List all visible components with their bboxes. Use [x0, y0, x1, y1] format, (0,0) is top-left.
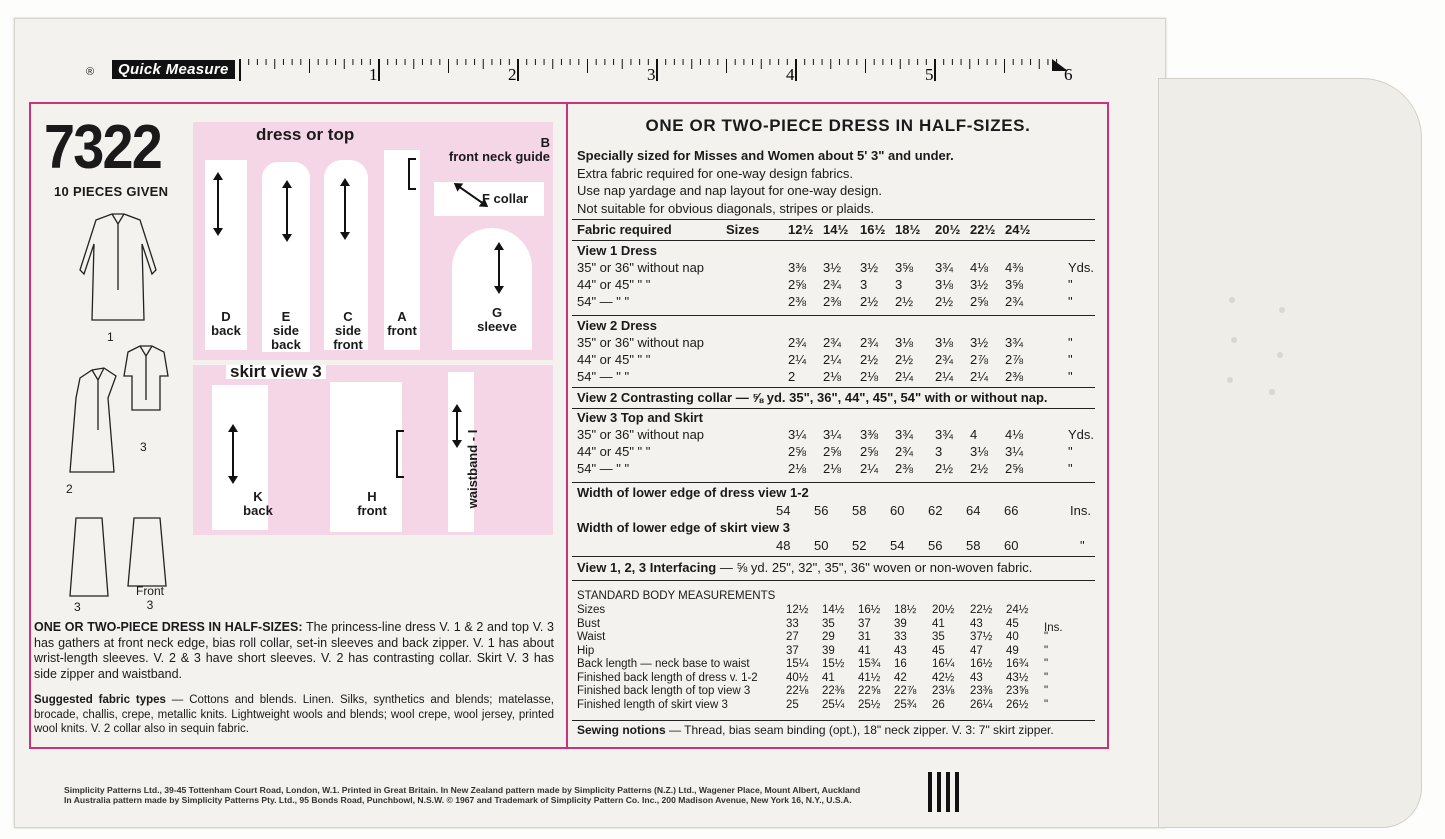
body-measure-value: 25¼	[822, 698, 845, 711]
body-measure-value: 47	[970, 644, 983, 657]
ruler-number-5: 5	[925, 65, 934, 84]
yardage-unit: "	[1068, 444, 1073, 459]
body-measure-value: 43½	[1006, 671, 1029, 684]
body-measure-value: 22½	[970, 604, 993, 616]
body-measure-unit: "	[1044, 644, 1049, 657]
skirt-width-value: 56	[928, 538, 943, 553]
table-rule	[572, 315, 1095, 316]
fold-bracket-a	[408, 158, 416, 190]
yardage-value: 3¼	[788, 427, 807, 442]
yardage-unit: Yds.	[1068, 260, 1095, 275]
piece-f-label: F collar	[482, 191, 529, 206]
body-measure-value: 43	[894, 644, 907, 657]
yardage-value: 2⅜	[823, 294, 842, 309]
yardage-value: 2⅛	[788, 461, 807, 476]
yardage-value: 2¼	[788, 352, 807, 367]
body-measure-value: 16½	[858, 604, 881, 616]
size-header: 22½	[970, 222, 996, 237]
dress-width-title: Width of lower edge of dress view 1-2	[577, 485, 809, 500]
grain-arrow-waistband	[456, 410, 458, 442]
body-measure-unit: "	[1044, 631, 1049, 643]
fold-bracket-h	[396, 430, 404, 478]
body-measure-value: 15¼	[786, 658, 809, 670]
view-3-title: View 3 Top and Skirt	[577, 410, 703, 425]
yardage-value: 3¾	[1005, 335, 1024, 350]
sizes-label: Sizes	[726, 222, 760, 237]
yardage-value: 2⅞	[1005, 352, 1024, 367]
dress-width-value: 58	[852, 503, 867, 518]
yardage-value: 2¾	[860, 335, 879, 350]
yardage-value: 3½	[823, 260, 842, 275]
body-measure-value: 26¼	[970, 698, 993, 711]
body-measure-label: Sizes	[577, 604, 606, 616]
yardage-value: 3¼	[823, 427, 842, 442]
registered-mark: ®	[86, 66, 95, 78]
yardage-value: 4	[970, 427, 978, 442]
fabric-width-label: 44" or 45" " "	[577, 444, 651, 459]
body-measure-label: Finished back length of top view 3	[577, 685, 751, 697]
piece-e-label: E side back	[271, 309, 301, 352]
yardage-value: 2⅝	[788, 277, 807, 292]
yardage-value: 2¾	[823, 335, 842, 350]
ruler-number-1: 1	[369, 65, 378, 84]
body-measure-value: 16¼	[932, 658, 955, 670]
skirt-width-value: 54	[890, 538, 905, 553]
body-measure-value: 25½	[858, 698, 881, 711]
body-measure-value: 23⅝	[1006, 685, 1029, 697]
quick-measure-label: Quick Measure	[112, 60, 235, 79]
skirt-width-value: 52	[852, 538, 867, 553]
body-measure-unit: Ins.	[1044, 621, 1063, 634]
yardage-value: 2⅞	[970, 352, 989, 367]
right-title: ONE OR TWO-PIECE DRESS IN HALF-SIZES.	[645, 116, 1031, 135]
ruler-number-3: 3	[647, 65, 656, 84]
table-rule	[572, 556, 1095, 557]
body-measure-value: 18½	[894, 604, 917, 616]
ruler-number-6: 6	[1064, 65, 1073, 84]
publisher-footer: Simplicity Patterns Ltd., 39-45 Tottenham Court Road, London, W.1. Printed in Great Britain. In New Zealand pattern made by Simplicity Patterns (N.Z.) Ltd., Wagener Place, Mount Albert, Auckland In Australia pattern made by Simplicity Patterns Pty. Ltd., 95 Bonds Road, Punchbowl, N.S.W. © 1967 and Trademark of Simplicity Pattern Co. Inc., 200 Madison Avenue, New York 16, N.Y., U.S.A.	[64, 785, 861, 805]
grain-arrow-e	[286, 186, 288, 236]
yardage-value: 3⅜	[860, 427, 879, 442]
dress-width-value: 54	[776, 503, 791, 518]
yardage-unit: "	[1068, 335, 1073, 350]
yardage-unit: "	[1068, 294, 1073, 309]
description: ONE OR TWO-PIECE DRESS IN HALF-SIZES: The princess-line dress V. 1 & 2 and top V. 3 has gathers at front neck edge, bias roll collar, set-in sleeves and back zipper. V. 1 has about wrist-length sleeves. V. 2 & 3 have short sleeves. V. 2 has contrasting collar. Skirt V. 3 has side zipper and waistband.	[34, 620, 555, 681]
body-measure-value: 35	[822, 617, 835, 630]
yardage-unit: "	[1068, 369, 1073, 384]
body-measure-value: 29	[822, 631, 835, 643]
body-measure-value: 26	[932, 698, 945, 711]
yardage-value: 2⅝	[860, 444, 879, 459]
grain-arrow-d	[217, 178, 219, 230]
column-divider	[566, 102, 568, 747]
yardage-value: 3	[935, 444, 943, 459]
yardage-value: 2⅝	[823, 444, 842, 459]
front-label: Front 3	[135, 584, 164, 612]
yardage-value: 2⅜	[895, 461, 914, 476]
body-measure-value: 16	[894, 658, 907, 670]
view-2-collar: View 2 Contrasting collar — ⅝ yd. 35", 36", 44", 45", 54" with or without nap.	[577, 390, 1048, 405]
pattern-number: 7322	[44, 113, 161, 182]
body-measure-value: 23⅜	[970, 685, 993, 697]
table-rule	[572, 580, 1095, 581]
yardage-value: 2¼	[970, 369, 989, 384]
yardage-value: 2½	[895, 294, 914, 309]
fabric-types: Suggested fabric types — Cottons and blends. Linen. Silks, synthetics and blends; matelasse, brocade, challis, crepe, metallic knits. Lightweight wools and blends; wool crepe, wool jersey, printed wool knits. V. 2 collar also in sequin fabric.	[34, 694, 554, 735]
body-measure-value: 41	[858, 644, 871, 657]
intro-notes: Specially sized for Misses and Women about 5' 3" and under. Extra fabric required for one-way design fabrics. Use nap yardage and nap layout for one-way design. Not suitable for obvious diagonals, stripes or plaids.	[577, 148, 954, 216]
view-1-label: 1	[107, 330, 114, 344]
body-measure-value: 22⅞	[894, 685, 917, 697]
body-measure-value: 42½	[932, 671, 955, 684]
yardage-unit: "	[1068, 352, 1073, 367]
yardage-value: 2½	[935, 461, 954, 476]
grain-arrow-k	[232, 430, 234, 478]
fabric-width-label: 44" or 45" " "	[577, 277, 651, 292]
view-3-skirt-front-sketch	[128, 518, 166, 586]
yardage-unit: "	[1068, 277, 1073, 292]
yardage-value: 4⅛	[970, 260, 989, 275]
yardage-value: 3⅛	[895, 335, 914, 350]
dress-width-value: 66	[1004, 503, 1019, 518]
body-measure-value: 40	[1006, 631, 1019, 643]
yardage-value: 3¾	[935, 260, 954, 275]
body-measure-value: 39	[894, 617, 907, 630]
view-1-title: View 1 Dress	[577, 243, 657, 258]
dress-width-value: 64	[966, 503, 981, 518]
body-measure-value: 15½	[822, 658, 845, 670]
fabric-required-label: Fabric required	[577, 222, 672, 237]
yardage-value: 3⅛	[970, 444, 989, 459]
body-measure-value: 20½	[932, 604, 955, 616]
yardage-value: 2¾	[823, 277, 842, 292]
waistband-label: waistband - I	[465, 429, 480, 509]
piece-d-label: D back	[211, 309, 241, 338]
body-measure-value: 40½	[786, 671, 809, 684]
yardage-value: 2½	[935, 294, 954, 309]
skirt-width-title: Width of lower edge of skirt view 3	[577, 520, 790, 535]
pieces-count: 10 PIECES GIVEN	[54, 184, 169, 199]
yardage-value: 2¾	[895, 444, 914, 459]
view-3-label: 3	[140, 440, 147, 454]
body-measure-value: 31	[858, 631, 871, 643]
yardage-value: 2¾	[935, 352, 954, 367]
body-measure-value: 39	[822, 644, 835, 657]
yardage-value: 3	[895, 277, 903, 292]
yardage-unit: "	[1068, 461, 1073, 476]
yardage-value: 2¼	[860, 461, 879, 476]
body-measure-value: 16½	[970, 658, 993, 670]
fabric-width-label: 54" — " "	[577, 294, 630, 309]
piece-a-label: A front	[387, 309, 417, 338]
body-measure-value: 49	[1006, 644, 1019, 657]
body-measure-label: Finished back length of dress v. 1-2	[577, 671, 758, 684]
body-measure-value: 24½	[1006, 604, 1029, 616]
body-measure-unit: "	[1044, 671, 1049, 684]
body-measure-value: 27	[786, 631, 799, 643]
table-rule	[572, 408, 1095, 409]
yardage-value: 3¼	[1005, 444, 1024, 459]
body-measure-label: Back length — neck base to waist	[577, 658, 750, 670]
body-measure-value: 16¾	[1006, 658, 1029, 670]
size-header: 18½	[895, 222, 921, 237]
yardage-value: 3⅜	[788, 260, 807, 275]
fabric-width-label: 35" or 36" without nap	[577, 427, 705, 442]
yardage-value: 3½	[970, 335, 989, 350]
piece-h-label: H front	[357, 489, 387, 518]
body-measure-value: 37	[858, 617, 871, 630]
body-measure-unit: "	[1044, 685, 1049, 697]
fabric-width-label: 54" — " "	[577, 369, 630, 384]
yardage-value: 2⅝	[1005, 461, 1024, 476]
body-measure-value: 22⅝	[858, 685, 881, 697]
yardage-value: 2¼	[895, 369, 914, 384]
yardage-value: 2½	[860, 352, 879, 367]
yardage-value: 2⅝	[788, 444, 807, 459]
yardage-value: 2⅛	[823, 461, 842, 476]
body-measure-value: 45	[932, 644, 945, 657]
yardage-value: 3⅝	[895, 260, 914, 275]
body-measure-value: 37½	[970, 631, 993, 643]
ruler-number-4: 4	[786, 65, 795, 84]
barcode-mark	[928, 772, 964, 812]
dress-or-top-title: dress or top	[256, 125, 355, 144]
body-measure-value: 37	[786, 644, 799, 657]
yardage-value: 2¼	[935, 369, 954, 384]
body-measure-value: 41½	[858, 671, 881, 684]
body-measure-value: 42	[894, 671, 907, 684]
body-measure-value: 25	[786, 698, 799, 711]
yardage-value: 3¾	[935, 427, 954, 442]
fabric-width-label: 54" — " "	[577, 461, 630, 476]
body-measure-label: Waist	[577, 631, 606, 643]
yardage-unit: Yds.	[1068, 427, 1095, 442]
dress-width-value: 56	[814, 503, 829, 518]
yardage-value: 2⅛	[823, 369, 842, 384]
skirt-view-3-title: skirt view 3	[226, 365, 326, 379]
view-2-dress-sketch	[70, 368, 116, 472]
punch-holes	[1229, 297, 1289, 397]
size-header: 12½	[788, 222, 814, 237]
body-measure-value: 14½	[822, 604, 845, 616]
body-measure-value: 15¾	[858, 658, 881, 670]
yardage-value: 2⅝	[970, 294, 989, 309]
piece-c-label: C side front	[333, 309, 363, 352]
yardage-value: 2⅜	[1005, 369, 1024, 384]
body-measure-value: 12½	[786, 604, 809, 616]
skirt-width-unit: "	[1080, 538, 1085, 553]
yardage-value: 4⅛	[1005, 427, 1024, 442]
yardage-value: 2¾	[788, 335, 807, 350]
yardage-value: 2	[788, 369, 796, 384]
yardage-value: 2½	[860, 294, 879, 309]
sewing-notions: Sewing notions — Thread, bias seam binding (opt.), 18" neck zipper. V. 3: 7" skirt zipper.	[577, 723, 1054, 737]
body-measurements-title: STANDARD BODY MEASUREMENTS	[577, 590, 776, 602]
size-header: 24½	[1005, 222, 1031, 237]
fabric-width-label: 35" or 36" without nap	[577, 335, 705, 350]
body-measure-label: Finished length of skirt view 3	[577, 698, 728, 711]
yardage-value: 3½	[970, 277, 989, 292]
grain-arrow-g	[498, 248, 500, 288]
dress-width-value: 60	[890, 503, 905, 518]
size-header: 14½	[823, 222, 849, 237]
yardage-value: 2½	[895, 352, 914, 367]
yardage-value: 3¾	[895, 427, 914, 442]
view-sketches	[56, 200, 186, 620]
yardage-value: 2¼	[823, 352, 842, 367]
table-rule	[572, 387, 1095, 388]
grain-arrow-c	[344, 184, 346, 234]
yardage-value: 3½	[860, 260, 879, 275]
view-3-skirt-back-sketch	[70, 518, 108, 596]
view-2-label: 2	[66, 482, 73, 496]
body-measure-value: 45	[1006, 617, 1019, 630]
body-measure-value: 22⅛	[786, 685, 809, 697]
yardage-value: 4⅜	[1005, 260, 1024, 275]
body-measure-value: 33	[894, 631, 907, 643]
size-header: 20½	[935, 222, 961, 237]
table-rule	[572, 240, 1095, 241]
table-rule	[572, 720, 1095, 721]
body-measure-value: 41	[822, 671, 835, 684]
body-measure-value: 25¾	[894, 698, 917, 711]
yardage-value: 2⅛	[860, 369, 879, 384]
table-rule	[572, 482, 1095, 483]
yardage-value: 2½	[970, 461, 989, 476]
yardage-value: 3⅛	[935, 335, 954, 350]
yardage-value: 3⅛	[935, 277, 954, 292]
skirt-width-value: 48	[776, 538, 791, 553]
view-3-back-label: 3	[74, 600, 81, 614]
body-measure-value: 43	[970, 671, 983, 684]
yardage-value: 3	[860, 277, 868, 292]
skirt-width-value: 58	[966, 538, 981, 553]
table-rule	[572, 219, 1095, 220]
interfacing-note: View 1, 2, 3 Interfacing — ⅝ yd. 25", 32", 35", 36" woven or non-woven fabric.	[577, 560, 1033, 575]
envelope-flap	[1158, 78, 1422, 828]
dress-width-value: 62	[928, 503, 943, 518]
body-measure-label: Bust	[577, 617, 601, 630]
piece-k-label: K back	[243, 489, 273, 518]
body-measure-value: 35	[932, 631, 945, 643]
fabric-width-label: 35" or 36" without nap	[577, 260, 705, 275]
body-measure-unit: "	[1044, 698, 1049, 711]
piece-g-label: G sleeve	[477, 305, 517, 334]
yardage-value: 3⅝	[1005, 277, 1024, 292]
skirt-width-value: 60	[1004, 538, 1019, 553]
body-measure-value: 23⅛	[932, 685, 955, 697]
view-2-title: View 2 Dress	[577, 318, 657, 333]
body-measure-unit: "	[1044, 658, 1049, 670]
yardage-value: 2⅜	[788, 294, 807, 309]
fabric-width-label: 44" or 45" " "	[577, 352, 651, 367]
body-measure-label: Hip	[577, 644, 595, 657]
ruler-number-2: 2	[508, 65, 517, 84]
skirt-width-value: 50	[814, 538, 829, 553]
dress-width-unit: Ins.	[1070, 503, 1091, 518]
yardage-value: 2¾	[1005, 294, 1024, 309]
size-header: 16½	[860, 222, 886, 237]
body-measure-value: 41	[932, 617, 945, 630]
body-measure-value: 22⅜	[822, 685, 845, 697]
piece-b-label: B front neck guide	[448, 135, 550, 164]
body-measure-value: 43	[970, 617, 983, 630]
body-measure-value: 26½	[1006, 698, 1029, 711]
body-measure-value: 33	[786, 617, 799, 630]
inch-ruler	[110, 57, 1073, 84]
